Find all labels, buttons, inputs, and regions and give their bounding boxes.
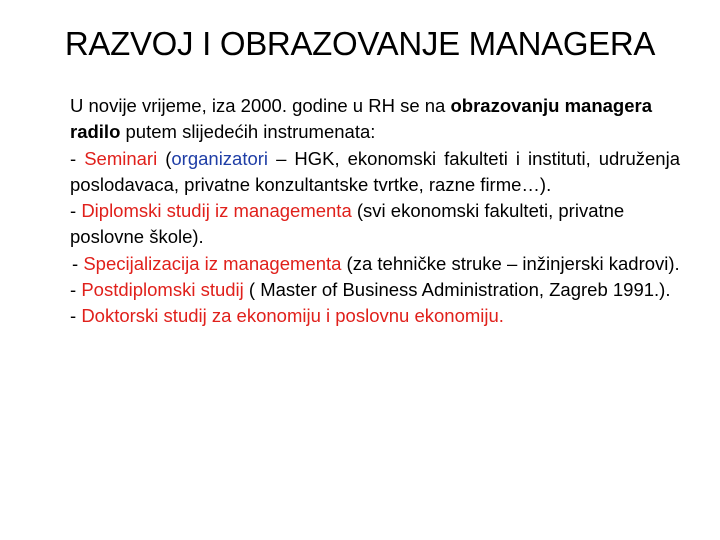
item-rest: (svi ekonomski fakulteti, privatne poslovne škole).	[70, 200, 625, 248]
item-dash: -	[70, 279, 82, 301]
list-item-seminari	[70, 146, 680, 199]
slide-body	[70, 93, 680, 330]
list-item-postdiplomski	[70, 277, 680, 303]
intro-prefix: U novije vrijeme, iza 2000. godine u RH se na	[70, 95, 451, 116]
intro-paragraph	[70, 93, 680, 146]
item-highlight: Doktorski studij za ekonomiju i poslovnu ekonomiju.	[81, 305, 504, 327]
item-rest: – HGK, ekonomski fakulteti i instituti, udruženja poslodavaca, privatne konzultantske tvrtke, razne firme…).	[70, 147, 680, 195]
list-item-specijalizacija	[70, 251, 680, 277]
item-sub-highlight: organizatori	[171, 147, 269, 169]
item-highlight: Diplomski studij iz managementa	[81, 200, 352, 222]
item-highlight: Specijalizacija iz managementa	[83, 252, 342, 274]
item-dash: -	[70, 147, 85, 169]
item-rest: (za tehničke struke – inžinjerski kadrovi).	[341, 252, 680, 274]
item-rest: ( Master of Business Administration, Zagreb 1991.).	[243, 279, 671, 301]
item-highlight: Postdiplomski studij	[81, 279, 244, 301]
list-item-diplomski	[70, 198, 680, 251]
intro-suffix: putem slijedećih instrumenata:	[120, 121, 376, 143]
item-highlight: Seminari	[84, 147, 158, 169]
item-dash: -	[70, 305, 82, 327]
list-item-doktorski	[70, 303, 680, 329]
item-dash: -	[70, 200, 82, 222]
intro-bold: obrazovanju managera radilo	[70, 95, 652, 143]
item-paren-open: (	[157, 147, 172, 169]
slide-title: RAZVOJ I OBRAZOVANJE MANAGERA	[64, 25, 656, 62]
item-dash: -	[72, 252, 84, 274]
